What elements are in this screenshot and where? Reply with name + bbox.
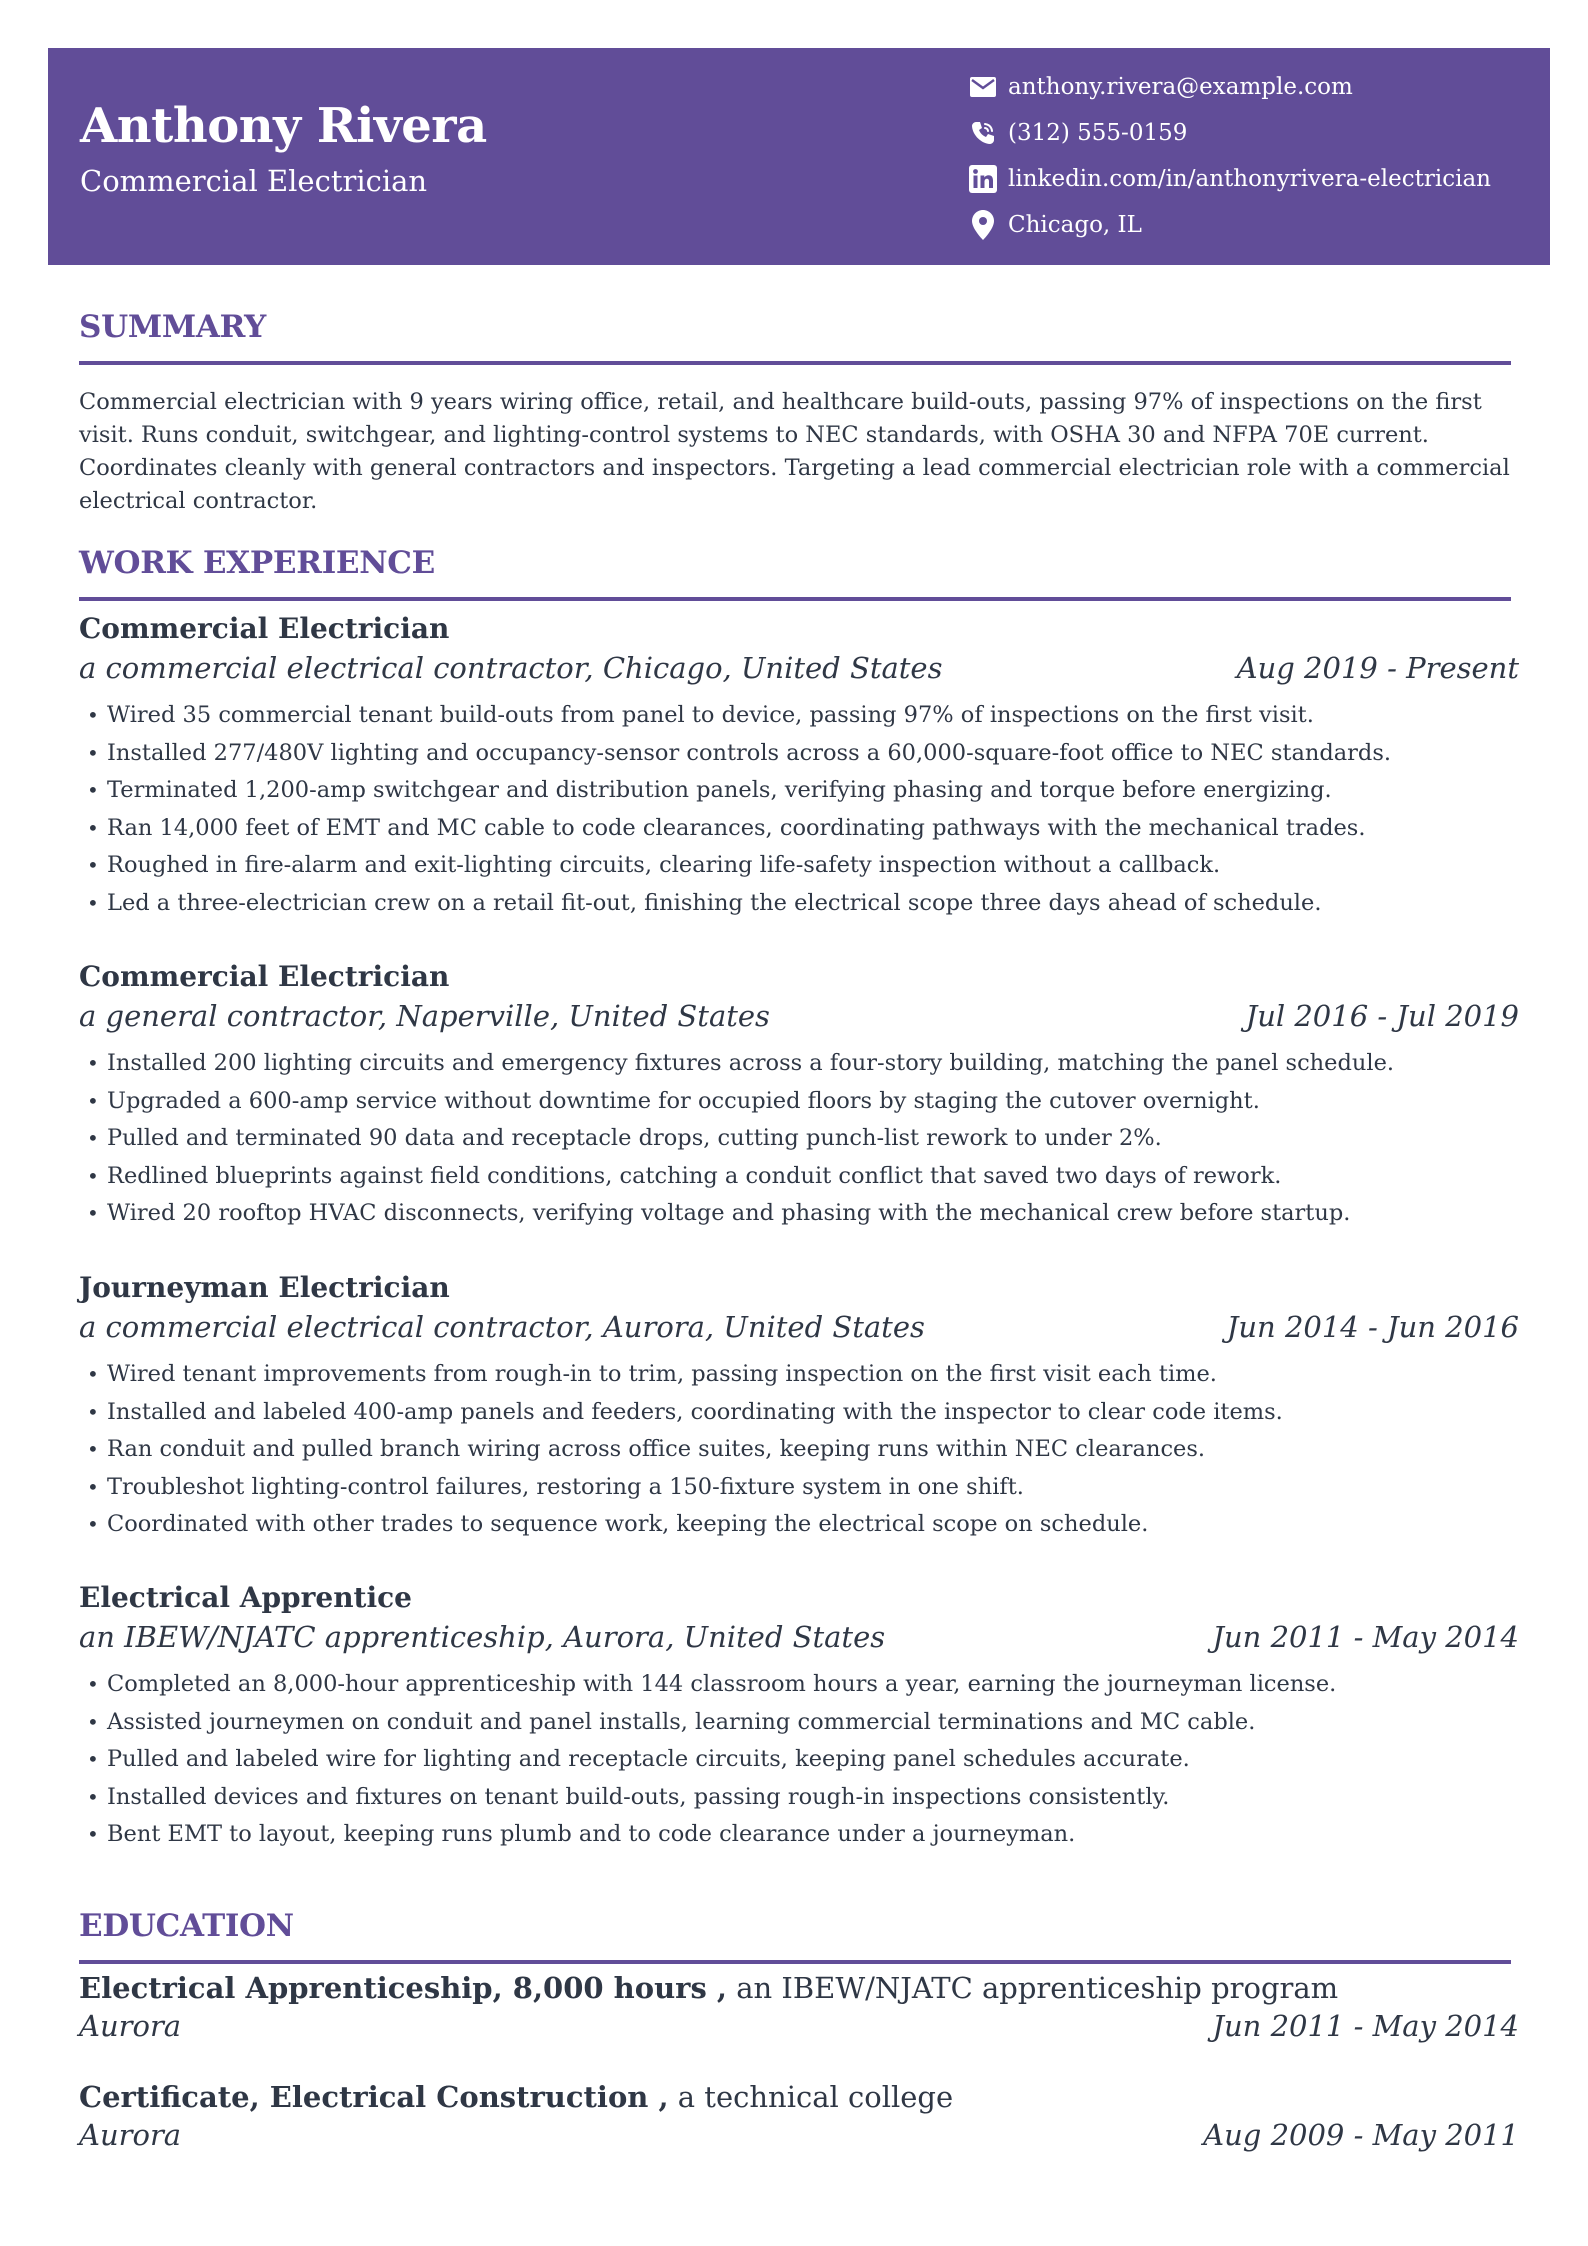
education-dates: Jun 2011 - May 2014 — [1212, 2009, 1519, 2043]
education-section — [79, 1908, 1511, 1944]
summary-divider — [79, 361, 1511, 365]
education-divider — [79, 1960, 1511, 1964]
job-bullet: • Installed devices and fixtures on tenant build-outs, passing rough-in inspections consistently. — [79, 1779, 1519, 1817]
job-title: Journeyman Electrician — [79, 1271, 450, 1304]
candidate-title: Commercial Electrician — [80, 164, 428, 198]
contact-email-text: anthony.rivera@example.com — [1008, 74, 1353, 100]
job-bullets — [79, 1666, 1519, 1854]
education-entry-2 — [79, 2080, 1519, 2158]
contact-email[interactable] — [968, 64, 1491, 110]
education-heading: EDUCATION — [79, 1908, 294, 1944]
job-employer: a general contractor, Naperville, United States — [79, 999, 770, 1033]
contact-list — [968, 64, 1491, 248]
job-bullet: • Upgraded a 600-amp service without downtime for occupied floors by staging the cutover overnight. — [79, 1083, 1519, 1121]
job-bullet: • Wired 35 commercial tenant build-outs from panel to device, passing 97% of inspections on the first visit. — [79, 697, 1519, 735]
resume-header — [48, 48, 1550, 265]
job-bullet: • Ran 14,000 feet of EMT and MC cable to code clearances, coordinating pathways with the mechanical trades. — [79, 810, 1519, 848]
education-location: Aurora — [79, 2009, 182, 2043]
contact-phone[interactable] — [968, 110, 1491, 156]
location-pin-icon — [968, 210, 998, 240]
education-degree: Certificate, Electrical Construction , — [79, 2080, 669, 2114]
education-location: Aurora — [79, 2118, 182, 2152]
job-bullet: • Roughed in fire-alarm and exit-lighting circuits, clearing life-safety inspection without a callback. — [79, 847, 1519, 885]
job-bullet: • Installed 277/480V lighting and occupancy-sensor controls across a 60,000-square-foot office to NEC standards. — [79, 735, 1519, 773]
job-entry-1 — [79, 612, 1519, 922]
contact-phone-text: (312) 555-0159 — [1008, 120, 1188, 146]
job-dates: Jun 2011 - May 2014 — [1212, 1620, 1519, 1654]
job-title: Electrical Apprentice — [79, 1581, 412, 1614]
job-entry-2 — [79, 960, 1519, 1233]
job-bullets — [79, 1356, 1519, 1544]
job-entry-4 — [79, 1581, 1519, 1854]
job-bullets — [79, 697, 1519, 922]
job-employer: a commercial electrical contractor, Chicago, United States — [79, 651, 943, 685]
job-employer: a commercial electrical contractor, Aurora, United States — [79, 1310, 925, 1344]
job-bullet: • Pulled and labeled wire for lighting and receptacle circuits, keeping panel schedules accurate. — [79, 1741, 1519, 1779]
job-bullet: • Ran conduit and pulled branch wiring across office suites, keeping runs within NEC clearances. — [79, 1431, 1519, 1469]
job-bullet: • Installed and labeled 400-amp panels and feeders, coordinating with the inspector to clear code items. — [79, 1394, 1519, 1432]
experience-section — [79, 545, 1511, 581]
job-entry-3 — [79, 1271, 1519, 1544]
education-school: an IBEW/NJATC apprenticeship program — [726, 1971, 1339, 2005]
job-bullet: • Wired 20 rooftop HVAC disconnects, verifying voltage and phasing with the mechanical crew before startup. — [79, 1195, 1519, 1233]
job-title: Commercial Electrician — [79, 960, 450, 993]
contact-linkedin-text: linkedin.com/in/anthonyrivera-electrician — [1008, 166, 1491, 192]
job-bullet: • Troubleshot lighting-control failures, restoring a 150-fixture system in one shift. — [79, 1469, 1519, 1507]
job-bullet: • Bent EMT to layout, keeping runs plumb and to code clearance under a journeyman. — [79, 1816, 1519, 1854]
job-bullet: • Redlined blueprints against field conditions, catching a conduit conflict that saved two days of rework. — [79, 1158, 1519, 1196]
education-degree: Electrical Apprenticeship, 8,000 hours , — [79, 1971, 727, 2005]
experience-divider — [79, 597, 1511, 601]
linkedin-icon — [968, 164, 998, 194]
job-bullets — [79, 1045, 1519, 1233]
job-bullet: • Terminated 1,200-amp switchgear and distribution panels, verifying phasing and torque before energizing. — [79, 772, 1519, 810]
job-employer: an IBEW/NJATC apprenticeship, Aurora, United States — [79, 1620, 886, 1654]
job-dates: Aug 2019 - Present — [1236, 651, 1519, 685]
phone-icon — [968, 118, 998, 148]
education-school: a technical college — [668, 2080, 954, 2114]
job-bullet: • Coordinated with other trades to sequence work, keeping the electrical scope on schedule. — [79, 1506, 1519, 1544]
contact-location[interactable] — [968, 202, 1491, 248]
job-bullet: • Wired tenant improvements from rough-in to trim, passing inspection on the first visit each time. — [79, 1356, 1519, 1394]
education-entry-1 — [79, 1971, 1519, 2049]
job-bullet: • Assisted journeymen on conduit and panel installs, learning commercial terminations and MC cable. — [79, 1704, 1519, 1742]
job-bullet: • Pulled and terminated 90 data and receptacle drops, cutting punch-list rework to under 2%. — [79, 1120, 1519, 1158]
envelope-icon — [968, 72, 998, 102]
experience-heading: WORK EXPERIENCE — [79, 545, 435, 581]
candidate-name: Anthony Rivera — [80, 98, 487, 154]
job-bullet: • Led a three-electrician crew on a retail fit-out, finishing the electrical scope three days ahead of schedule. — [79, 885, 1519, 923]
job-bullet: • Installed 200 lighting circuits and emergency fixtures across a four-story building, matching the panel schedule. — [79, 1045, 1519, 1083]
summary-heading: SUMMARY — [79, 309, 266, 345]
education-dates: Aug 2009 - May 2011 — [1203, 2118, 1519, 2152]
job-dates: Jun 2014 - Jun 2016 — [1226, 1310, 1519, 1344]
contact-linkedin[interactable] — [968, 156, 1491, 202]
job-dates: Jul 2016 - Jul 2019 — [1245, 999, 1519, 1033]
job-title: Commercial Electrician — [79, 612, 450, 645]
job-bullet: • Completed an 8,000-hour apprenticeship with 144 classroom hours a year, earning the journeyman license. — [79, 1666, 1519, 1704]
summary-section — [79, 309, 1511, 345]
summary-text: Commercial electrician with 9 years wiring office, retail, and healthcare build-outs, passing 97% of inspections on the first visit. Runs conduit, switchgear, and lighting-control systems to NEC standards, with OSHA 30 and NFPA 70E current. Coordinates cleanly with general contractors and inspectors. Targeting a lead commercial electrician role with a commercial electrical contractor. — [79, 389, 1510, 514]
contact-location-text: Chicago, IL — [1008, 212, 1142, 238]
